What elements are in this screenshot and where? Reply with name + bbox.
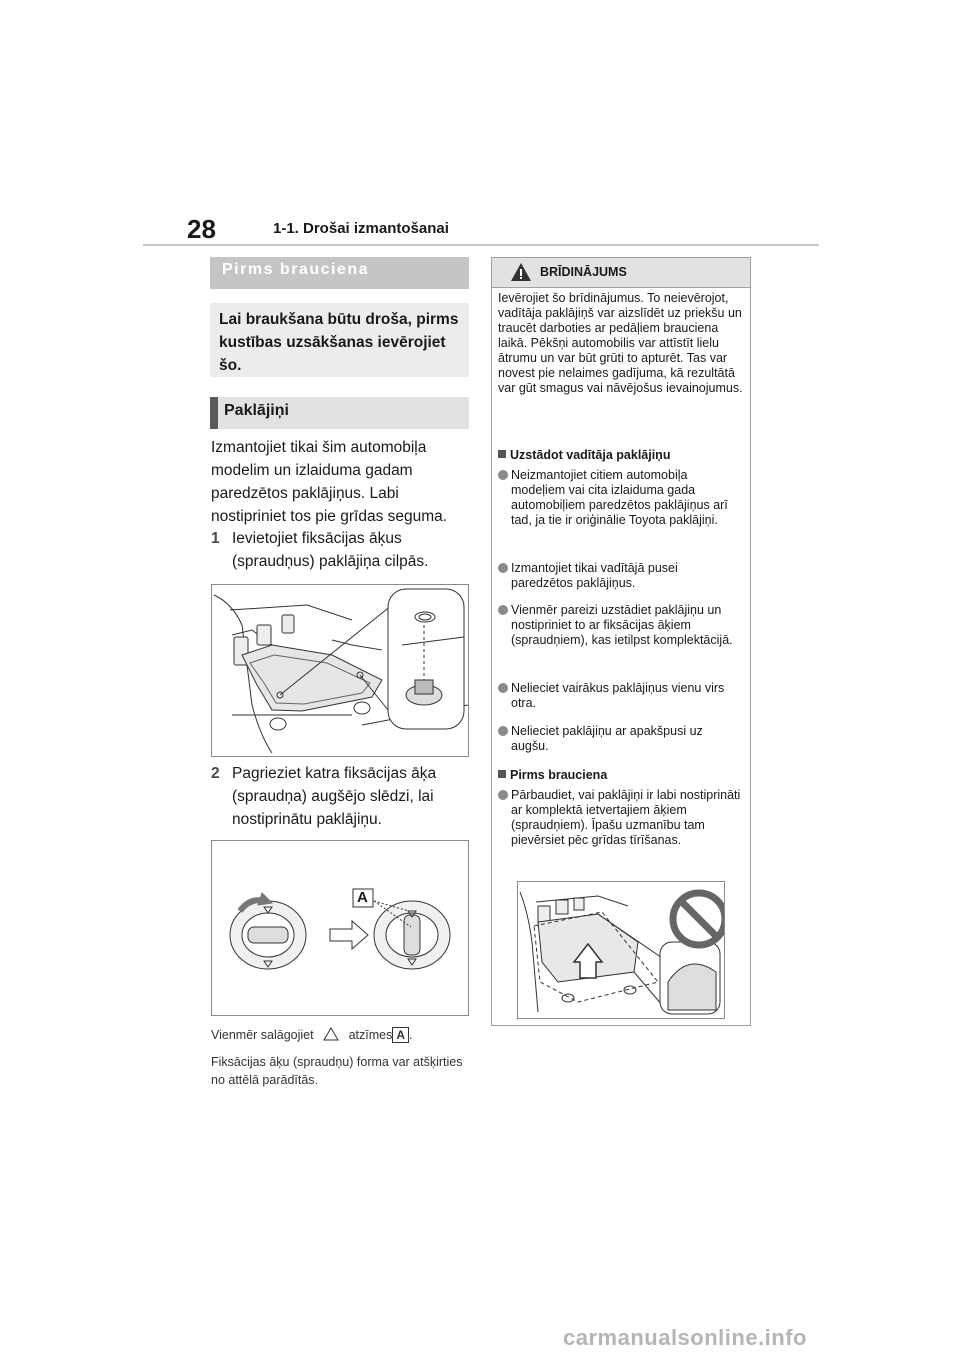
figure-label-a-inline: A [392,1027,409,1043]
bullet-text: Nelieciet vairākus paklājiņus vienu virs otra. [511,681,725,710]
intro-text: Lai braukšana būtu droša, pirms kustības uzsākšanas ievērojiet šo. [219,311,459,374]
bullet-dot-icon [498,563,508,573]
section-band [210,257,469,289]
warning-header [492,258,750,288]
step-number: 2 [211,765,220,782]
caption-text-middle: atzīmes [348,1028,393,1042]
bullet-text: Vienmēr pareizi uzstādiet paklājiņu un nostipriniet to ar fiksācijas āķiem (spraudņiem), kas ietilpst komplektācijā. [511,603,733,647]
subsection-band [210,397,469,429]
figure-label-a: A [357,889,368,906]
prohibited-mat-illustration [517,881,725,1019]
section-band-title: Pirms brauciena [222,261,369,278]
shape-note-caption: Fiksācijas āķu (spraudņu) forma var atšķirties no attēlā parādītās. [211,1055,463,1087]
warning-intro: Ievērojiet šo brīdinājumus. To neievērojot, vadītāja paklājiņš var aizslīdēt uz priekšu un traucēt darboties ar pedāļiem brauciena laikā. Pēkšņi automobilis var attīstīt lielu ātrumu un var būt grūti to apturēt. Tas var novest pie nelaimes gadījuma, kā rezultātā var gūt smagus vai nāvējošus ievainojumus. [498,291,743,395]
square-bullet-icon [498,450,506,458]
subsection-title: Paklājiņi [224,402,289,419]
bullet-text: Pārbaudiet, vai paklājiņi ir labi nostiprināti ar komplektā ietvertajiem āķiem (spraudņiem). Īpašu uzmanību tam pievērsiet pēc grīdas tīrīšanas. [511,788,741,847]
alignment-caption [211,1026,473,1044]
floor-mat-illustration [211,584,469,757]
header-divider [143,244,819,246]
bullet-dot-icon [498,726,508,736]
caption-text-start: Vienmēr salāgojiet [211,1028,314,1042]
bullet-dot-icon [498,470,508,480]
heading-text: Uzstādot vadītāja paklājiņu [510,448,671,462]
bullet-dot-icon [498,605,508,615]
bullet-dot-icon [498,790,508,800]
body-paragraph: Izmantojiet tikai šim automobiļa modelim un izlaiduma gadam paredzētos paklājiņus. Labi nostipriniet tos pie grīdas seguma. [211,439,448,525]
warning-heading-before-driving [498,768,743,783]
triangle-mark-icon [323,1027,339,1041]
bullet-text: Neizmantojiet citiem automobiļa modeļiem vai cita izlaiduma gada automobiļiem paredzētos paklājiņus arī tad, ja tie ir oriģinālie Toyota paklājiņi. [511,468,728,527]
heading-text: Pirms brauciena [510,768,608,782]
step-text: Pagrieziet katra fiksācijas āķa (spraudņa) augšējo slēdzi, lai nostiprinātu paklājiņu. [232,765,437,828]
warning-triangle-icon [510,262,532,282]
bullet-text: Izmantojiet tikai vadītājā pusei paredzētos paklājiņus. [511,561,678,590]
site-watermark: carmanualsonline.info [563,1325,807,1350]
caption-text-end: . [409,1028,413,1042]
step-number: 1 [211,530,220,547]
hook-rotation-drawing [212,841,468,1015]
step-text: Ievietojiet fiksācijas āķus (spraudņus) paklājiņa cilpās. [232,530,429,570]
page-number: 28 [187,214,216,244]
bullet-text: Nelieciet paklājiņu ar apakšpusi uz augšu. [511,724,703,753]
subsection-bar [210,397,218,429]
warning-box [491,257,751,1026]
prohibited-mat-drawing [518,882,724,1018]
section-title: 1-1. Drošai izmantošanai [273,220,449,237]
warning-heading-mat-install [498,448,743,463]
intro-box [210,303,469,377]
hook-rotation-illustration [211,840,469,1016]
floor-mat-drawing [212,585,468,756]
square-bullet-icon [498,770,506,778]
warning-title: BRĪDINĀJUMS [540,265,627,279]
bullet-dot-icon [498,683,508,693]
